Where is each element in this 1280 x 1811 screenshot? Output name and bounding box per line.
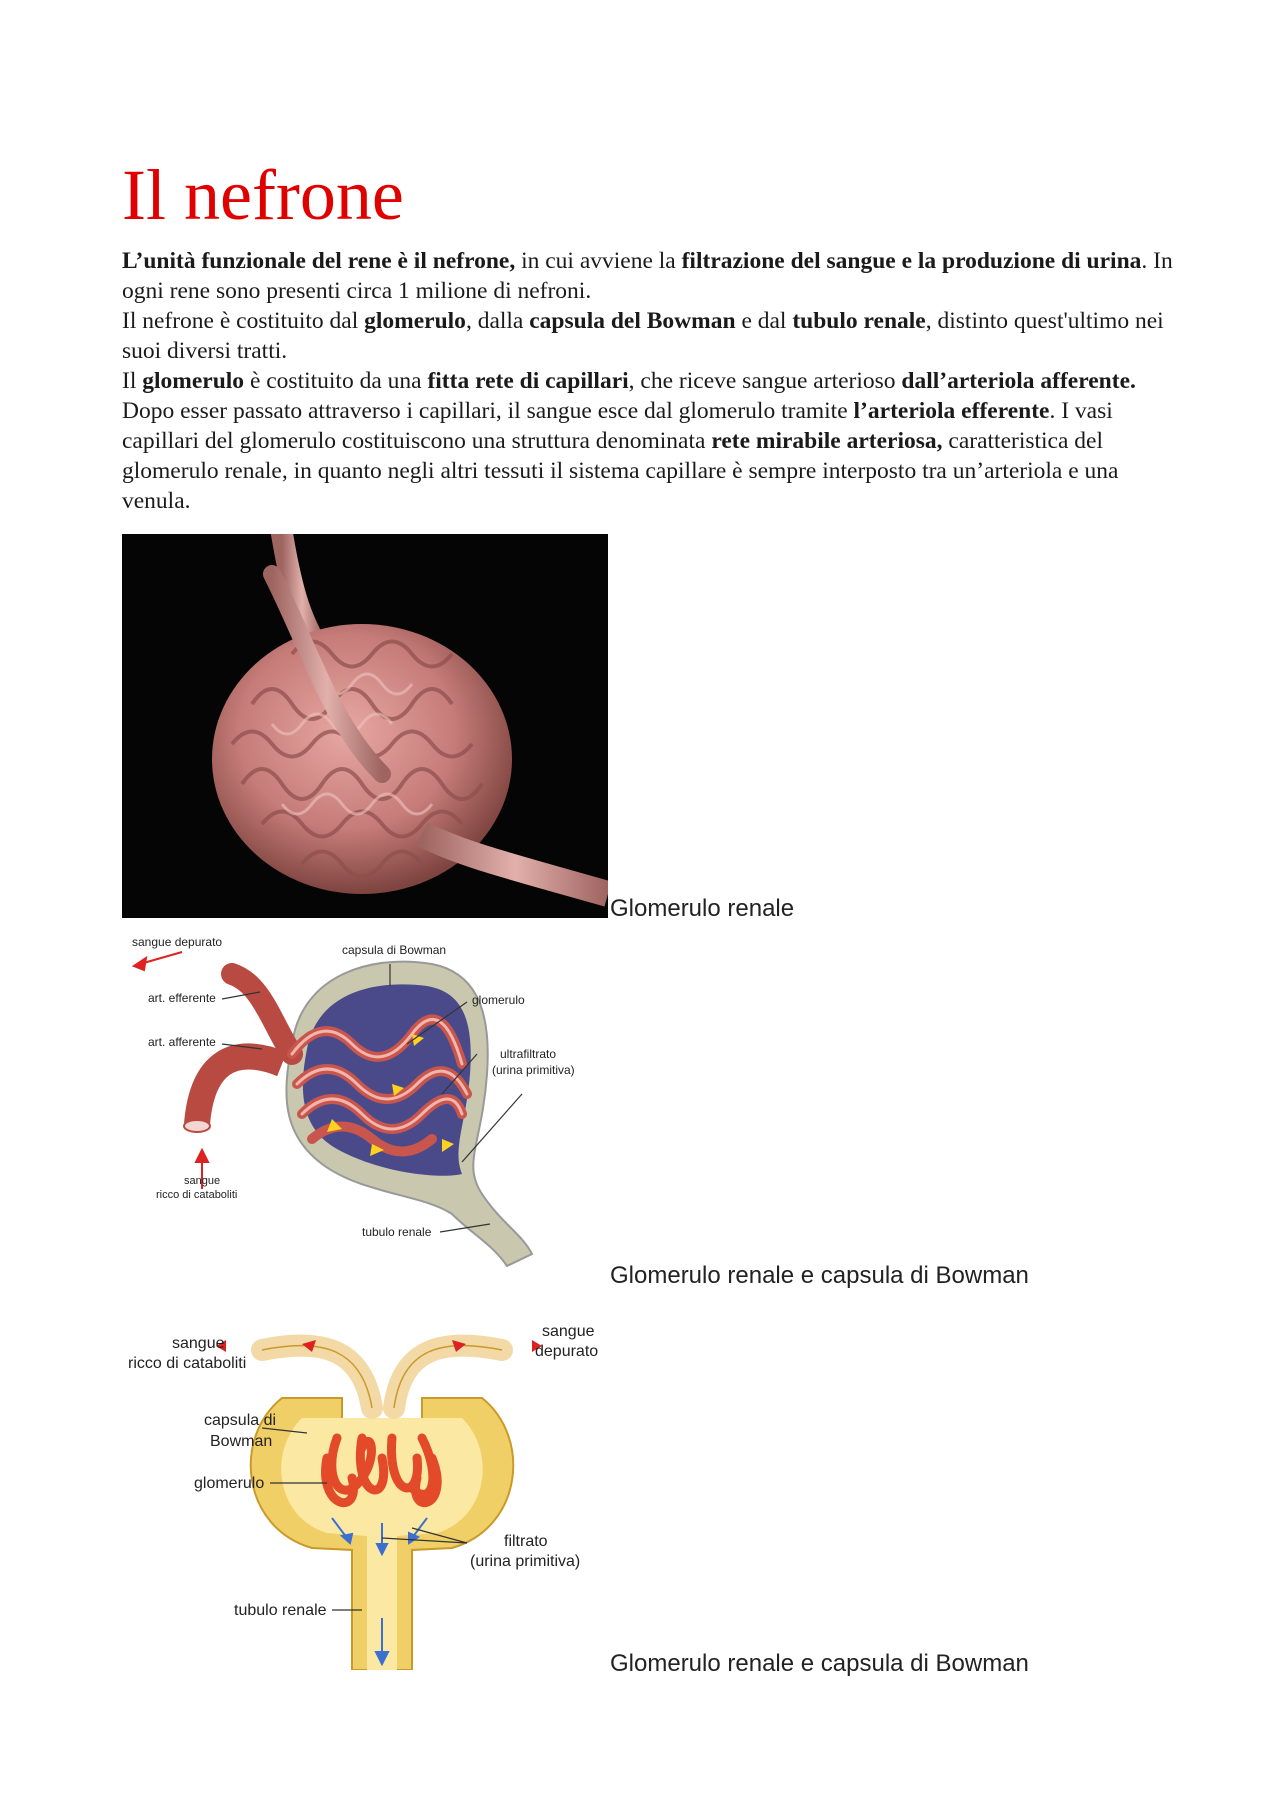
- page-title: Il nefrone: [122, 155, 404, 235]
- label-capsula: capsula di Bowman: [342, 943, 447, 957]
- glomerulus-photo: [122, 534, 608, 918]
- label-depurato: depurato: [535, 1343, 599, 1360]
- caption-3: Glomerulo renale e capsula di Bowman: [610, 1650, 1029, 1677]
- label-art-efferente: art. efferente: [148, 991, 216, 1005]
- label-sangue-ricco: sangue: [172, 1335, 225, 1352]
- label-tubulo: tubulo renale: [234, 1602, 327, 1619]
- paragraph-2: Il nefrone è costituito dal glomerulo, dalla capsula del Bowman e dal tubulo renale, distinto quest'ultimo nei suoi diversi tratti.: [122, 308, 1164, 364]
- glomerulus-diagram: [122, 924, 608, 1286]
- label-glomerulo: glomerulo: [194, 1475, 265, 1492]
- label-sangue-depurato: sangue: [542, 1323, 595, 1340]
- caption-1: Glomerulo renale: [610, 895, 795, 922]
- paragraph-3: Il glomerulo è costituito da una fitta rete di capillari, che riceve sangue arterioso dall’arteriola afferente. Dopo esser passato attraverso i capillari, il sangue esce dal glomerulo tramite l’arteriola efferente. I vasi capillari del glomerulo costituiscono una struttura denominata rete mirabile arteriosa, caratteristica del glomerulo renale, in quanto negli altri tessuti il sistema capillare è sempre interposto tra un’arteriola e una venula.: [122, 368, 1136, 514]
- label-bowman: Bowman: [210, 1433, 273, 1450]
- glomerulus-schematic: [122, 1288, 608, 1670]
- label-art-afferente: art. afferente: [148, 1035, 216, 1049]
- label-filtrato: filtrato: [504, 1533, 548, 1550]
- body-text: [122, 246, 1182, 516]
- label-ricco-cataboliti: ricco di cataboliti: [128, 1355, 247, 1372]
- label-capsula: capsula di: [204, 1412, 277, 1429]
- label-ultrafiltrato: ultrafiltrato: [500, 1047, 557, 1061]
- label-tubulo: tubulo renale: [362, 1225, 432, 1239]
- label-sangue-depurato: sangue depurato: [132, 935, 223, 949]
- label-ricco-cataboliti: ricco di cataboliti: [156, 1189, 238, 1201]
- label-urina-primitiva: (urina primitiva): [492, 1063, 575, 1077]
- label-glomerulo: glomerulo: [472, 993, 525, 1007]
- label-urina-primitiva: (urina primitiva): [470, 1553, 581, 1570]
- caption-2: Glomerulo renale e capsula di Bowman: [610, 1262, 1029, 1289]
- paragraph-1: L’unità funzionale del rene è il nefrone, in cui avviene la filtrazione del sangue e la produzione di urina. In ogni rene sono presenti circa 1 milione di nefroni.: [122, 248, 1173, 304]
- label-sangue: sangue: [184, 1175, 221, 1187]
